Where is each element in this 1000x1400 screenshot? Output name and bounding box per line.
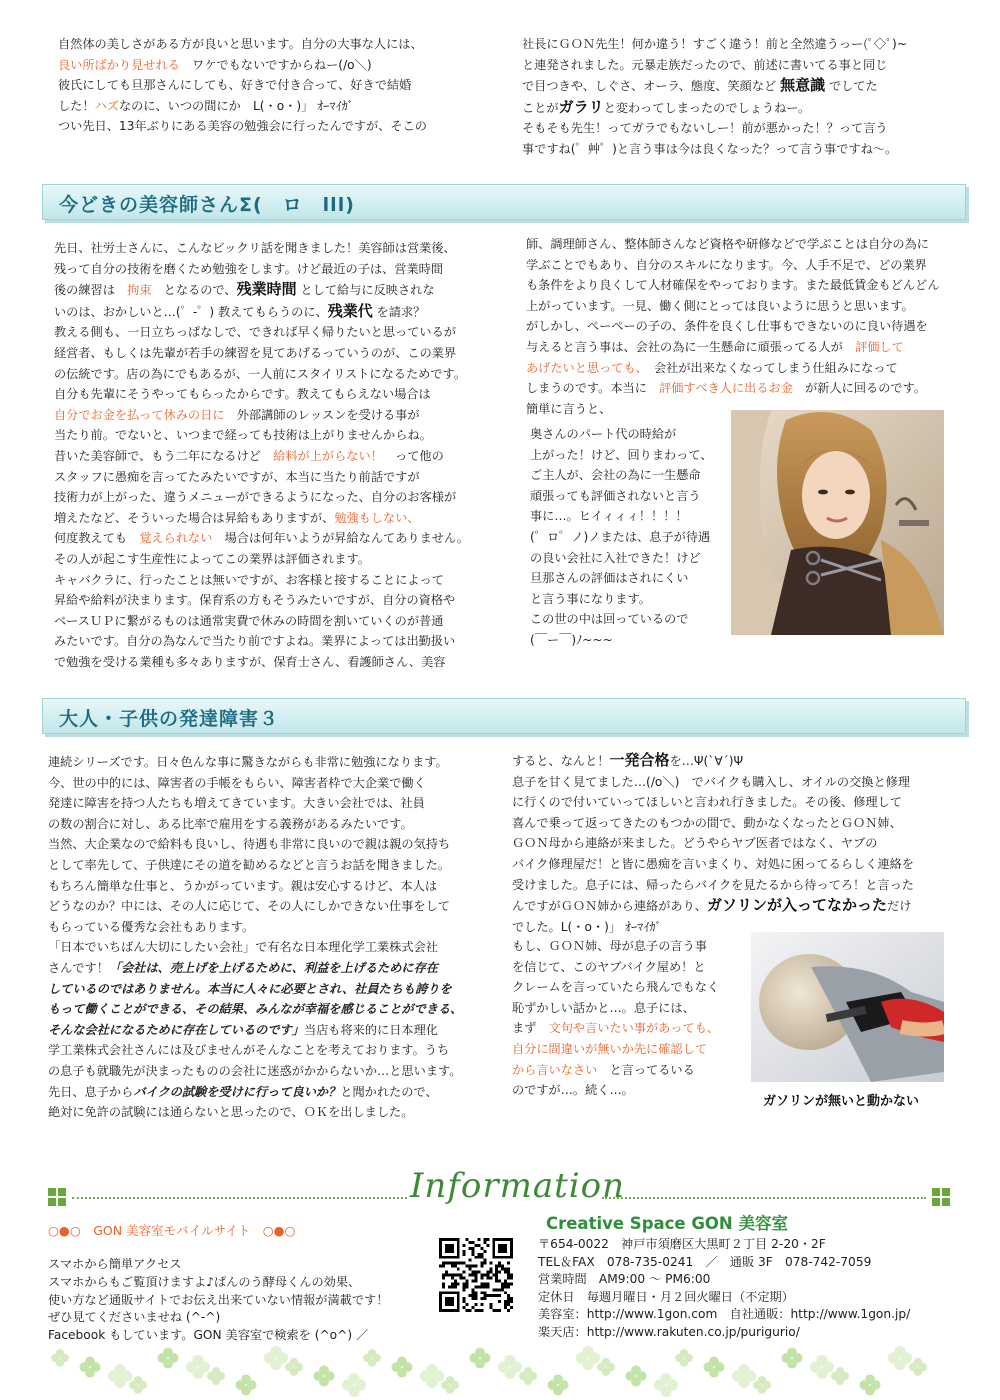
clover-icon xyxy=(441,1376,459,1394)
text-line xyxy=(54,508,494,529)
text-line: の伝統です。店の為にでもあるが、一人前にスタイリストになるためです。 xyxy=(54,366,466,381)
text-segment: すると、なんと！ xyxy=(512,754,610,768)
text-line: 先日、社労士さんに、こんなビックリ話を聞きました！美容師は営業後、 xyxy=(54,241,456,255)
text-line: クレームを言っていたら飛んでもなく xyxy=(512,980,720,995)
clover-icon xyxy=(753,1376,771,1394)
clover-icon xyxy=(831,1367,849,1385)
text-segment: 外部講師のレッスンを受ける事が xyxy=(224,407,420,422)
info-divider-right xyxy=(602,1197,926,1199)
text-line xyxy=(48,1082,498,1103)
clover-icon xyxy=(519,1367,537,1385)
text-line: スマホから簡単アクセス xyxy=(48,1257,182,1271)
text-line xyxy=(522,97,962,119)
text-line: キャバクラに、行ったことは無いですが、お客様と接することによって xyxy=(54,572,444,587)
clover-icon xyxy=(264,1346,288,1370)
emphasis-text: 評価すべき人に出るお金 xyxy=(659,381,793,396)
text-line xyxy=(526,358,966,379)
emphasis-text: もって働くことができる、その結果、みんなが幸福を感じることができる、 xyxy=(48,1002,463,1017)
clover-icon xyxy=(363,1349,381,1367)
text-line: と連発されました。元暴走族だったので、前述に書いてる事と同じ xyxy=(522,57,888,72)
section2-left-text xyxy=(48,752,498,1123)
text-line: 彼氏にしても旦那さんにしても、好きで付き合って、好きで結婚 xyxy=(58,78,412,93)
clover-icon xyxy=(888,1346,912,1370)
text-segment: で目つきや、しぐさ、オーラ、態度、笑顔など xyxy=(522,79,781,94)
text-segment: 昔いた美容師で、もう二年になるけど xyxy=(54,448,274,463)
text-line: もちろん簡単な仕事と、うかがっています。親は安心するけど、本人は xyxy=(48,878,438,893)
text-segment: 増えたなど、そういった場合は昇給もありますが、 xyxy=(54,510,335,525)
clover-icon xyxy=(782,1348,803,1369)
emphasis-text: 残業時間 xyxy=(236,280,297,299)
section1-right-narrow-text xyxy=(530,424,730,651)
emphasis-text: 良い所ばかり見せれる xyxy=(58,57,180,72)
text-line xyxy=(512,1018,742,1039)
text-line: がしかし、ぺーぺーの子の、条件を良くし仕事もできないのに良い待遇を xyxy=(526,319,928,334)
text-line: に行くので付いていってほしいと言われ行きました。その後、修理して xyxy=(512,795,902,810)
text-line: 教える側も、一日立ちっぱなしで、できれば早く帰りたいと思っているが xyxy=(54,325,456,340)
text-segment: 何度教えても xyxy=(54,531,140,546)
text-line xyxy=(48,999,498,1020)
clover-icon xyxy=(576,1346,600,1370)
green-grid-icon xyxy=(48,1188,66,1206)
text-segment: 当店も将来的に日本理化 xyxy=(303,1022,438,1037)
text-line: 経営者、もしくは先輩が若手の練習を見てあげるっていうのが、この業界 xyxy=(54,345,457,360)
text-line xyxy=(54,528,494,549)
text-segment: を請求？ xyxy=(372,304,426,319)
clover-icon xyxy=(285,1358,303,1376)
emphasis-text: ガソリンが入ってなかった xyxy=(707,896,888,915)
green-grid-icon xyxy=(932,1188,950,1206)
text-segment: と変わってしまったのでしょうねー。 xyxy=(603,100,811,115)
clover-icon xyxy=(498,1355,522,1379)
text-segment: となるので、 xyxy=(151,283,237,298)
text-line: もし、ＧＯＮ姉、母が息子の言う事 xyxy=(512,939,707,953)
text-segment: って他の xyxy=(382,448,444,463)
clover-icon xyxy=(654,1373,678,1397)
emphasis-text: ガラリ xyxy=(558,97,604,116)
text-line xyxy=(526,337,966,358)
text-line: 自然体の美しさがある方が良いと思います。自分の大事な人には、 xyxy=(58,37,423,51)
text-line: 技術力が上がった、違うメニューができるようになった、自分のお客様が xyxy=(54,490,457,505)
emphasis-text: 一発合格 xyxy=(609,751,670,769)
text-line: 営業時間 AM9:00 〜 PM6:00 xyxy=(538,1272,711,1287)
text-line: 奥さんのパート代の時給が xyxy=(530,427,677,441)
text-line: 昇給や給料が決まります。保育系の方もそうみたいですが、自分の資格や xyxy=(54,593,456,608)
text-line: ＧＯＮ母から連絡が来ました。どうやらヤブ医者ではなく、ヤブの xyxy=(512,836,878,851)
text-line: として率先して、子供達にその道を勧めるなどと言うお話を聞きました。 xyxy=(48,857,450,872)
text-line: 上がった！けど、回りまわって、 xyxy=(530,447,713,462)
text-line: (￣ー￣)ﾉ~~~ xyxy=(530,632,613,647)
text-line: 美容室：http://www.1gon.com 自社通販：http://www.1gon.jp/ xyxy=(538,1307,911,1322)
text-line: スタッフに愚痴を言ってたみたいですが、本当に当たり前話ですが xyxy=(54,469,420,484)
clover-icon xyxy=(548,1375,569,1396)
text-line: 息子を甘く見てました…(/o＼) でバイクも購入し、オイルの交換と修理 xyxy=(512,774,911,789)
text-line: どうなのか？中には、その人に応じて、その人にしかできない仕事をして xyxy=(48,899,450,914)
clover-icon xyxy=(108,1364,132,1388)
emphasis-text: 勉強もしない、 xyxy=(334,510,420,525)
text-line: 上がっています。一見、働く側にとっては良いように思うと思います。 xyxy=(526,298,914,313)
text-line: で勉強を受ける業種も多々ありますが、保育士さん、看護師さん、美容 xyxy=(54,654,446,669)
emphasis-text: しているのではありません。本当に人々に必要とされ、社員たちも誇りを xyxy=(48,981,452,996)
text-segment: 先日、息子から xyxy=(48,1084,134,1099)
info-divider-left xyxy=(72,1197,407,1199)
text-segment: 後の練習は xyxy=(54,283,128,298)
text-line: TEL＆FAX 078-735-0241 ／ 通販 3F 078-742-7059 xyxy=(538,1254,872,1269)
emphasis-text: 文句や言いたい事があっても、 xyxy=(548,1021,720,1036)
text-segment: いのは、おかしいと…(゜-゜) 教えてもらうのに、 xyxy=(54,304,328,319)
text-line: と言う事になります。 xyxy=(530,591,651,606)
text-line: 旦那さんの評価はされにくい xyxy=(530,571,689,586)
clover-icon xyxy=(810,1355,834,1379)
shop-name: Creative Space GON 美容室 xyxy=(546,1214,788,1233)
text-line: その人が起こす生産性によってこの業界は評価されます。 xyxy=(54,551,370,566)
emphasis-text: 無意識 xyxy=(780,76,826,95)
text-segment: と聞かれたので、 xyxy=(340,1084,438,1099)
text-segment: として給与に反映されな xyxy=(296,283,435,298)
clover-icon xyxy=(909,1358,927,1376)
clover-icon xyxy=(860,1375,881,1396)
text-line: 残って自分の技術を磨くため勉強をします。けど最近の子は、営業時間 xyxy=(54,261,444,276)
clover-icon xyxy=(314,1366,335,1387)
text-segment: 場合は何年いようが昇給なんてありません。 xyxy=(212,531,470,546)
top-left-text xyxy=(58,34,458,137)
text-line: 当然、大企業なので給料も良いし、待遇も非常に良いので親は親の気持ち xyxy=(48,837,451,852)
section-title: 今どきの美容師さんΣ( ロ lll) xyxy=(59,194,355,216)
clover-icon xyxy=(704,1357,725,1378)
mobile-site-title: ○●○ GON 美容室モバイルサイト ○●○ xyxy=(48,1223,296,1238)
section1-left-text xyxy=(54,238,494,672)
emphasis-text: 自分に間違いが無いか先に確認して xyxy=(512,1041,707,1056)
gas-nozzle-photo xyxy=(751,932,944,1082)
text-segment: んですがＧＯＮ姉から連絡があり、 xyxy=(512,899,707,914)
section-heading-beauticians xyxy=(42,184,966,220)
emphasis-text: 拘束 xyxy=(127,283,152,298)
information-title: Information xyxy=(410,1166,626,1206)
text-line: 発達に障害を持つ人たちも増えてきています。大きい会社では、社員 xyxy=(48,796,425,811)
text-segment: なのに、いつの間にか L(・o・)」 ｵｰﾏｲｶﾞ xyxy=(118,98,354,113)
text-line: も条件をより良くして人材確保をやっております。また最低賃金もどんどん xyxy=(526,278,940,293)
text-line: バイク修理屋だ！と皆に愚痴を言いまくり、対処に困ってるらしく連絡を xyxy=(512,856,914,871)
text-line: 学工業株式会社さんには及びませんがそんなことを考えております。うち xyxy=(48,1043,450,1058)
emphasis-text: ハズ xyxy=(94,98,119,113)
emphasis-text: 残業代 xyxy=(327,301,373,320)
section2-right-narrow-text xyxy=(512,936,742,1101)
clover-icon xyxy=(51,1349,69,1367)
mobile-site-text xyxy=(48,1256,388,1345)
text-line xyxy=(512,750,962,772)
emphasis-text: あげたいと思っても、 xyxy=(526,360,642,375)
text-line: 絶対に免許の試験には通らないと思ったので、ＯＫを出しました。 xyxy=(48,1105,414,1120)
text-line: 頑張っても評価されないと言う xyxy=(530,488,701,503)
clover-icon xyxy=(626,1366,647,1387)
text-segment: を…Ψ(`∀´)Ψ xyxy=(669,754,744,768)
clover-icon xyxy=(732,1364,756,1388)
hairdresser-photo xyxy=(731,410,944,635)
text-segment: と言ってるいる xyxy=(597,1062,695,1077)
text-line: の息子も就職先が決まったものの会社に迷惑がかからないか…と思います。 xyxy=(48,1063,462,1078)
text-line: でした。L(・o・)」 ｵｰﾏｲｶﾞ xyxy=(512,919,662,934)
text-line: ぜひ見てくださいませね (^-^) xyxy=(48,1310,221,1325)
text-line: もらっている優秀な会社もあります。 xyxy=(48,919,255,934)
text-line xyxy=(58,96,458,117)
clover-icon xyxy=(597,1358,615,1376)
text-line: 学ぶことでもあり、自分のスキルになります。今、人手不足で、どの業界 xyxy=(526,257,927,272)
text-line: を信じて、このヤブバイク屋め！と xyxy=(512,959,706,974)
text-line: 事ですね(゜艸゜)と言う事は今は良くなった？って言う事ですね〜。 xyxy=(522,141,898,156)
emphasis-text: そんな会社になるために存在しているのです」 xyxy=(48,1022,304,1037)
text-line: 事に…。ヒイィィィ！！！！ xyxy=(530,509,688,524)
text-segment: しまうのです。本当に xyxy=(526,381,660,396)
text-segment: ことが xyxy=(522,100,559,115)
section1-right-text xyxy=(526,234,966,419)
clover-icon xyxy=(342,1373,366,1397)
text-line: の数の割合に対し、ある比率で雇用をする義務があるみたいです。 xyxy=(48,816,413,831)
text-line: ベースＵＰに繋がるものは通常実費で休みの時間を割いていくのが普通 xyxy=(54,613,444,628)
text-line: 社長にＧＯＮ先生！何か違う！すごく違う！前と全然違うっー(ﾟ◇ﾟ)~ xyxy=(522,37,908,51)
text-line: 師、調理師さん、整体師さんなど資格や研修などで学ぶことは自分の為に xyxy=(526,237,929,251)
text-line: 当たり前。でないと、いつまで経っても技術は上がりませんからね。 xyxy=(54,428,432,443)
text-segment: でしてた xyxy=(825,79,878,94)
text-line: 喜んで乗って返ってきたのもつかの間で、動かなくなったとＧＯＮ姉、 xyxy=(512,815,902,830)
clover-icon xyxy=(207,1367,225,1385)
top-right-text xyxy=(522,34,962,160)
text-line: 簡単に言うと、 xyxy=(526,401,612,416)
clover-icon xyxy=(420,1364,444,1388)
text-line: 自分も先輩にそうやってもらったからです。教えてもらえない場合は xyxy=(54,387,431,402)
clover-icon xyxy=(392,1357,413,1378)
text-line xyxy=(54,446,494,467)
photo-caption: ガソリンが無いと動かない xyxy=(763,1094,920,1109)
clover-icon xyxy=(470,1348,491,1369)
clover-icon xyxy=(129,1376,147,1394)
section2-right-text xyxy=(512,750,962,937)
text-line: Facebook もしています。GON 美容室で検索を (^o^) ／ xyxy=(48,1328,369,1343)
clover-icon xyxy=(186,1355,210,1379)
text-line: 楽天店：http://www.rakuten.co.jp/purigurio/ xyxy=(538,1324,800,1339)
text-line: ご主人が、会社の為に一生懸命 xyxy=(530,468,701,483)
text-line: 受けました。息子には、帰ったらバイクを見たるから待ってろ！と言った xyxy=(512,877,914,892)
section-heading-developmental-disorders xyxy=(42,698,966,734)
text-line: 定休日 毎週月曜日・月２回火曜日（不定期） xyxy=(538,1289,794,1304)
text-line: の良い会社に入社できた！けど xyxy=(530,550,701,565)
text-line: 連続シリーズです。日々色んな事に驚きながらも非常に勉強になります。 xyxy=(48,755,448,769)
text-line: (゜ロ゜ノ)ノまたは、息子が待遇 xyxy=(530,529,711,544)
emphasis-text: 評価して xyxy=(855,339,904,354)
text-line xyxy=(512,1039,742,1060)
text-line: この世の中は回っているので xyxy=(530,612,689,627)
text-line xyxy=(48,958,498,979)
section-title: 大人・子供の発達障害３ xyxy=(59,708,280,730)
text-line: みたいです。自分の為なんで当たり前ですよね。業界によっては出勤扱い xyxy=(54,634,456,649)
clover-icon xyxy=(80,1357,101,1378)
text-line xyxy=(522,75,962,97)
clover-icon xyxy=(158,1348,179,1369)
text-segment: した！ xyxy=(58,98,95,113)
emphasis-text: 「会社は、売上げを上げるために、利益を上げるために存在 xyxy=(108,960,438,975)
text-line xyxy=(54,301,494,323)
text-segment: が新人に回るのです。 xyxy=(792,381,927,396)
text-segment: ワケでもないですからねー(/o＼) xyxy=(179,57,372,72)
qr-code-icon[interactable] xyxy=(439,1238,513,1312)
text-line xyxy=(512,895,962,917)
text-segment: 会社が出来なくなってしまう仕組みになって xyxy=(641,360,898,375)
emphasis-text: 自分でお金を払って休みの日に xyxy=(54,407,225,422)
text-line: 恥ずかしい話かと…。息子には、 xyxy=(512,1000,695,1015)
text-segment: さんです！ xyxy=(48,960,109,975)
emphasis-text: バイクの試験を受けに行って良いか？ xyxy=(133,1084,341,1099)
text-line: 使い方など通販サイトでお伝え出来ていない情報が満載です！ xyxy=(48,1292,389,1307)
text-segment: 与えると言う事は、会社の為に一生懸命に頑張ってる人が xyxy=(526,339,856,354)
emphasis-text: 覚えられない xyxy=(139,531,213,546)
text-line xyxy=(512,1060,742,1081)
text-line: 今、世の中的には、障害者の手帳をもらい、障害者枠で大企業で働く xyxy=(48,775,426,790)
text-line xyxy=(526,378,966,399)
clover-icon xyxy=(236,1375,257,1396)
text-line xyxy=(54,405,494,426)
text-line: 〒654-0022 神戸市須磨区大黒町２丁目 2-20・2F xyxy=(538,1237,826,1251)
text-line: スマホからもご覧頂けますよ♪ぱんのう酵母くんの効果、 xyxy=(48,1274,361,1289)
text-segment: だけ xyxy=(887,899,912,914)
shop-info xyxy=(538,1236,910,1342)
text-line xyxy=(54,279,494,301)
emphasis-text: 給料が上がらない！ xyxy=(273,448,383,463)
text-line: のですが…。続く…。 xyxy=(512,1083,634,1098)
clover-decoration xyxy=(0,1340,1000,1400)
text-line xyxy=(58,55,458,76)
text-line: 「日本でいちばん大切にしたい会社」で有名な日本理化学工業株式会社 xyxy=(48,940,438,955)
clover-icon xyxy=(675,1349,693,1367)
text-line xyxy=(48,979,498,1000)
text-line: つい先日、13年ぶりにある美容の勉強会に行ったんですが、そこの xyxy=(58,119,427,134)
text-line xyxy=(48,1020,498,1041)
text-line: そもそも先生！ってガラでもないしー！前が悪かった！？って言う xyxy=(522,121,888,136)
text-segment: まず xyxy=(512,1021,549,1036)
emphasis-text: から言いなさい xyxy=(512,1062,598,1077)
